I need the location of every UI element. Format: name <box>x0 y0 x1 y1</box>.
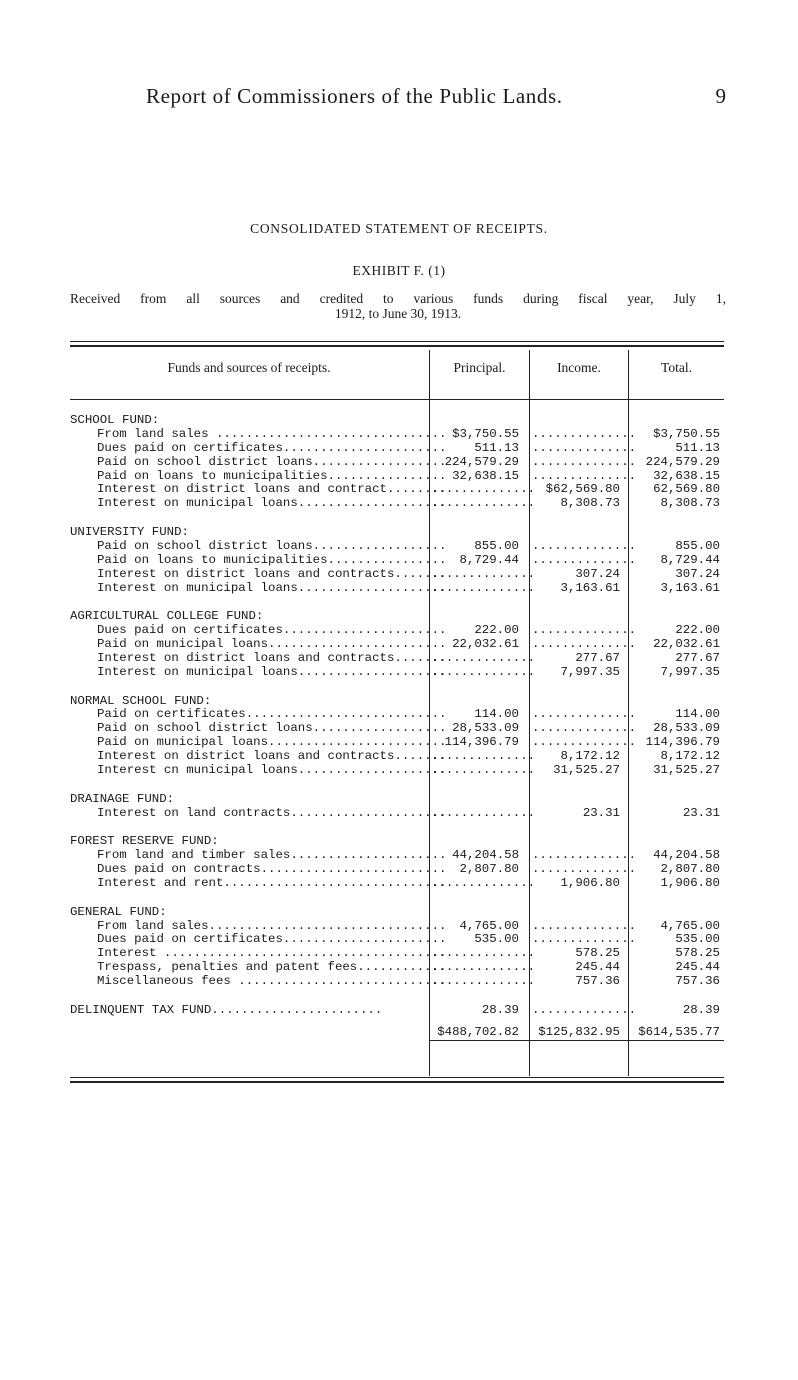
total-cell: 62,569.80 <box>653 482 720 497</box>
total-cell: 224,579.29 <box>645 454 720 469</box>
total-cell: 44,204.58 <box>653 848 720 863</box>
description-line-2: 1912, to June 30, 1913. <box>334 306 462 321</box>
table-row <box>70 849 724 863</box>
row-label: Trespass, penalties and patent fees............ <box>97 960 447 975</box>
total-cell: 7,997.35 <box>660 664 720 679</box>
row-label: Interest on district loans and contracts....... <box>97 749 447 764</box>
table-row <box>70 456 724 470</box>
total-cell: 8,308.73 <box>660 496 720 511</box>
fund-name: GENERAL FUND: <box>70 904 167 919</box>
row-label: Dues paid on contracts......................... <box>97 862 447 877</box>
income-cell: 757.36 <box>575 974 620 989</box>
total-cell: 757.36 <box>675 974 720 989</box>
fund-name: FOREST RESERVE FUND: <box>70 834 219 849</box>
table-row <box>70 540 724 554</box>
income-cell: .............. <box>532 538 637 553</box>
row-label: From land and timber sales..................... <box>97 848 447 863</box>
total-cell: 8,729.44 <box>660 552 720 567</box>
income-cell: 307.24 <box>575 566 620 581</box>
table-row <box>70 666 724 680</box>
table-row <box>70 722 724 736</box>
table-row <box>70 652 724 666</box>
table-row <box>70 554 724 568</box>
income-cell: .............. <box>532 848 637 863</box>
row-label: Interest on district loans and contracts....... <box>97 566 447 581</box>
table-row <box>70 736 724 750</box>
fund-heading-row <box>70 906 724 920</box>
table-row <box>70 961 724 975</box>
income-cell: $62,569.80 <box>545 482 620 497</box>
fund-name: AGRICULTURAL COLLEGE FUND: <box>70 609 264 624</box>
group-spacer <box>70 595 724 610</box>
table-row <box>70 975 724 989</box>
row-label: Miscellaneous fees ............................ <box>97 974 447 989</box>
grand-total-row <box>70 1026 724 1040</box>
table-row <box>70 947 724 961</box>
row-label: Dues paid on certificates...................... <box>97 932 447 947</box>
grand-total-total: $614,535.77 <box>638 1024 720 1039</box>
principal-cell: 114.00 <box>474 707 519 722</box>
group-spacer <box>70 680 724 695</box>
table-row <box>70 863 724 877</box>
total-cell: 22,032.61 <box>653 637 720 652</box>
principal-cell: 32,638.15 <box>452 468 519 483</box>
total-cell: 1,906.80 <box>660 875 720 890</box>
income-cell: .............. <box>532 426 637 441</box>
principal-cell: 22,032.61 <box>452 637 519 652</box>
column-header-principal: Principal. <box>453 360 506 375</box>
table-row <box>70 497 724 511</box>
group-spacer <box>70 891 724 906</box>
income-cell: 8,172.12 <box>560 749 620 764</box>
header-rule <box>70 399 724 400</box>
fund-name: NORMAL SCHOOL FUND: <box>70 693 212 708</box>
income-cell: .............. <box>532 623 637 638</box>
principal-cell: .............. <box>431 566 536 581</box>
income-cell: .............. <box>532 454 637 469</box>
principal-cell: 224,579.29 <box>444 454 519 469</box>
total-cell: 8,172.12 <box>660 749 720 764</box>
fund-name: DRAINAGE FUND: <box>70 791 175 806</box>
grand-total-principal: $488,702.82 <box>437 1024 519 1039</box>
income-cell: .............. <box>532 918 637 933</box>
table-row <box>70 624 724 638</box>
table-row <box>70 933 724 947</box>
top-rule <box>70 341 724 342</box>
fund-heading-row <box>70 793 724 807</box>
row-label: Interest on municipal loans.................... <box>97 664 447 679</box>
income-cell: .............. <box>532 637 637 652</box>
column-header-funds: Funds and sources of receipts. <box>167 360 331 375</box>
income-cell: 578.25 <box>575 946 620 961</box>
row-label: Interest cn municipal loans.................... <box>97 762 447 777</box>
table-row <box>70 750 724 764</box>
page-number: 9 <box>715 84 726 108</box>
row-label: Interest on district loans and contract........ <box>97 482 447 497</box>
bottom-rule-double <box>70 1081 724 1083</box>
income-cell: .............. <box>532 707 637 722</box>
principal-cell: $3,750.55 <box>452 426 519 441</box>
total-cell: 28.39 <box>682 1002 720 1017</box>
total-rule <box>430 1040 724 1041</box>
statement-title: CONSOLIDATED STATEMENT OF RECEIPTS. <box>250 221 548 236</box>
principal-cell: 28,533.09 <box>452 721 519 736</box>
income-cell: 31,525.27 <box>553 762 620 777</box>
principal-cell: .............. <box>431 580 536 595</box>
total-cell: 4,765.00 <box>660 918 720 933</box>
principal-cell: .............. <box>431 805 536 820</box>
principal-cell: 28.39 <box>481 1002 519 1017</box>
fund-heading-row <box>70 414 724 428</box>
fund-heading-row <box>70 610 724 624</box>
description-line-1: Received from all sources and credited to various funds during fiscal year, July 1, <box>70 291 726 306</box>
principal-cell: 535.00 <box>474 932 519 947</box>
total-cell: $3,750.55 <box>653 426 720 441</box>
principal-cell: 511.13 <box>474 440 519 455</box>
total-cell: 855.00 <box>675 538 720 553</box>
row-label: DELINQUENT TAX FUND....................... <box>70 1002 383 1017</box>
top-rule-double <box>70 345 724 347</box>
table-row <box>70 708 724 722</box>
exhibit-label: EXHIBIT F. (1) <box>352 263 446 278</box>
table-row <box>70 877 724 891</box>
row-label: Interest and rent.............................. <box>97 875 447 890</box>
income-cell: .............. <box>532 468 637 483</box>
principal-cell: .............. <box>431 946 536 961</box>
table-row <box>70 483 724 497</box>
row-label: Paid on school district loans.................. <box>97 538 447 553</box>
group-spacer <box>70 820 724 835</box>
row-label: Paid on municipal loans........................ <box>97 735 447 750</box>
principal-cell: .............. <box>431 749 536 764</box>
total-cell: 578.25 <box>675 946 720 961</box>
column-header-income: Income. <box>557 360 601 375</box>
total-cell: 23.31 <box>682 805 720 820</box>
principal-cell: 4,765.00 <box>459 918 519 933</box>
group-spacer <box>70 511 724 526</box>
row-label: Interest on municipal loans.................... <box>97 496 447 511</box>
table-row <box>70 470 724 484</box>
total-cell: 32,638.15 <box>653 468 720 483</box>
row-label: Interest on municipal loans.................... <box>97 580 447 595</box>
principal-cell: 222.00 <box>474 623 519 638</box>
income-cell: .............. <box>532 1002 637 1017</box>
income-cell: .............. <box>532 440 637 455</box>
principal-cell: .............. <box>431 496 536 511</box>
total-cell: 307.24 <box>675 566 720 581</box>
principal-cell: .............. <box>431 664 536 679</box>
total-cell: 114,396.79 <box>645 735 720 750</box>
total-cell: 511.13 <box>675 440 720 455</box>
row-label: Interest on district loans and contracts....... <box>97 650 447 665</box>
row-label: Paid on certificates........................... <box>97 707 447 722</box>
income-cell: .............. <box>532 862 637 877</box>
row-label: Paid on municipal loans........................ <box>97 637 447 652</box>
grand-total-income: $125,832.95 <box>538 1024 620 1039</box>
principal-cell: .............. <box>431 482 536 497</box>
income-cell: 277.67 <box>575 650 620 665</box>
income-cell: .............. <box>532 735 637 750</box>
table-row <box>70 920 724 934</box>
table-row <box>70 638 724 652</box>
principal-cell: .............. <box>431 960 536 975</box>
income-cell: 3,163.61 <box>560 580 620 595</box>
fund-name: UNIVERSITY FUND: <box>70 525 189 540</box>
fund-heading-row <box>70 835 724 849</box>
total-cell: 535.00 <box>675 932 720 947</box>
income-cell: .............. <box>532 552 637 567</box>
principal-cell: 2,807.80 <box>459 862 519 877</box>
principal-cell: 114,396.79 <box>444 735 519 750</box>
income-cell: 7,997.35 <box>560 664 620 679</box>
table-row <box>70 807 724 821</box>
row-label: Interest ...................................... <box>97 946 447 961</box>
row-label: Paid on loans to municipalities................ <box>97 468 447 483</box>
table-row <box>70 428 724 442</box>
running-header <box>140 84 730 110</box>
principal-cell: 855.00 <box>474 538 519 553</box>
row-label: From land sales ............................... <box>97 426 447 441</box>
row-label: Dues paid on certificates...................... <box>97 440 447 455</box>
group-spacer <box>70 778 724 793</box>
table-row <box>70 582 724 596</box>
total-cell: 31,525.27 <box>653 762 720 777</box>
receipts-table-body <box>70 414 724 1040</box>
total-cell: 245.44 <box>675 960 720 975</box>
fund-heading-row <box>70 695 724 709</box>
principal-cell: .............. <box>431 974 536 989</box>
row-label: Dues paid on certificates...................... <box>97 623 447 638</box>
header-title: Report of Commissioners of the Public Lands. <box>146 84 563 108</box>
column-header-total: Total. <box>661 360 692 375</box>
total-cell: 2,807.80 <box>660 862 720 877</box>
income-cell: 1,906.80 <box>560 875 620 890</box>
income-cell: .............. <box>532 932 637 947</box>
income-cell: 23.31 <box>582 805 620 820</box>
principal-cell: .............. <box>431 762 536 777</box>
income-cell: .............. <box>532 721 637 736</box>
group-spacer <box>70 989 724 1004</box>
row-label: From land sales................................ <box>97 918 447 933</box>
table-description <box>70 291 726 321</box>
income-cell: 245.44 <box>575 960 620 975</box>
principal-cell: .............. <box>431 650 536 665</box>
row-label: Paid on school district loans.................. <box>97 454 447 469</box>
delinquent-row <box>70 1004 724 1018</box>
bottom-rule <box>70 1077 724 1078</box>
fund-heading-row <box>70 526 724 540</box>
principal-cell: .............. <box>431 875 536 890</box>
total-cell: 222.00 <box>675 623 720 638</box>
row-label: Paid on school district loans.................. <box>97 721 447 736</box>
total-cell: 28,533.09 <box>653 721 720 736</box>
total-cell: 3,163.61 <box>660 580 720 595</box>
income-cell: 8,308.73 <box>560 496 620 511</box>
principal-cell: 44,204.58 <box>452 848 519 863</box>
row-label: Interest on land contracts..................... <box>97 805 447 820</box>
fund-name: SCHOOL FUND: <box>70 413 160 427</box>
table-row <box>70 568 724 582</box>
total-cell: 277.67 <box>675 650 720 665</box>
principal-cell: 8,729.44 <box>459 552 519 567</box>
table-row <box>70 764 724 778</box>
total-cell: 114.00 <box>675 707 720 722</box>
row-label: Paid on loans to municipalities................ <box>97 552 447 567</box>
table-row <box>70 442 724 456</box>
